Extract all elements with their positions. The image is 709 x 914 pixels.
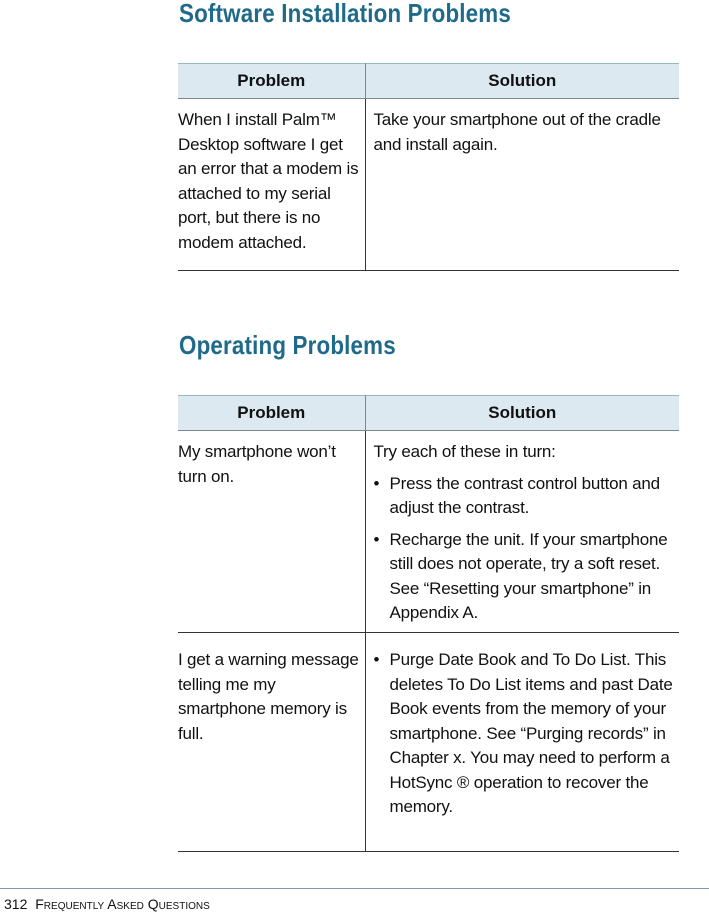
solution-cell bbox=[365, 431, 679, 633]
problem-column-header: Problem bbox=[178, 396, 365, 431]
section-title-operating-problems: Operating Problems bbox=[179, 330, 396, 360]
problem-cell: I get a warning message telling me my smartphone memory is full. bbox=[178, 633, 365, 852]
solution-cell bbox=[365, 633, 679, 852]
section-title-software-installation: Software Installation Problems bbox=[179, 0, 511, 28]
footer-divider bbox=[0, 888, 709, 889]
software-installation-table bbox=[178, 63, 679, 271]
solution-intro: Try each of these in turn: bbox=[373, 442, 556, 461]
solution-column-header: Solution bbox=[365, 64, 679, 99]
page-footer bbox=[4, 896, 210, 912]
operating-problems-table bbox=[178, 395, 679, 852]
page-number: 312 bbox=[4, 896, 28, 912]
problem-cell: My smartphone won’t turn on. bbox=[178, 431, 365, 633]
solution-bullet: • Recharge the unit. If your smartphone still does not operate, try a soft reset. See “Resetting your smartphone” in Appendix A. bbox=[374, 528, 680, 626]
solution-column-header: Solution bbox=[365, 396, 679, 431]
table-row bbox=[178, 633, 679, 852]
problem-column-header: Problem bbox=[178, 64, 365, 99]
footer-section-label: Frequently Asked Questions bbox=[35, 896, 210, 912]
solution-bullet: • Purge Date Book and To Do List. This deletes To Do List items and past Date Book events from the memory of your smartphone. See “Purging records” in Chapter x. You may need to perform a HotSync ® operation to recover the memory. bbox=[374, 648, 680, 820]
table-row bbox=[178, 99, 679, 271]
table-row bbox=[178, 431, 679, 633]
problem-cell: When I install Palm™ Desktop software I get an error that a modem is attached to my serial port, but there is no modem attached. bbox=[178, 99, 365, 271]
solution-bullet: • Press the contrast control button and adjust the contrast. bbox=[374, 472, 680, 521]
solution-cell: Take your smartphone out of the cradle and install again. bbox=[365, 99, 679, 271]
